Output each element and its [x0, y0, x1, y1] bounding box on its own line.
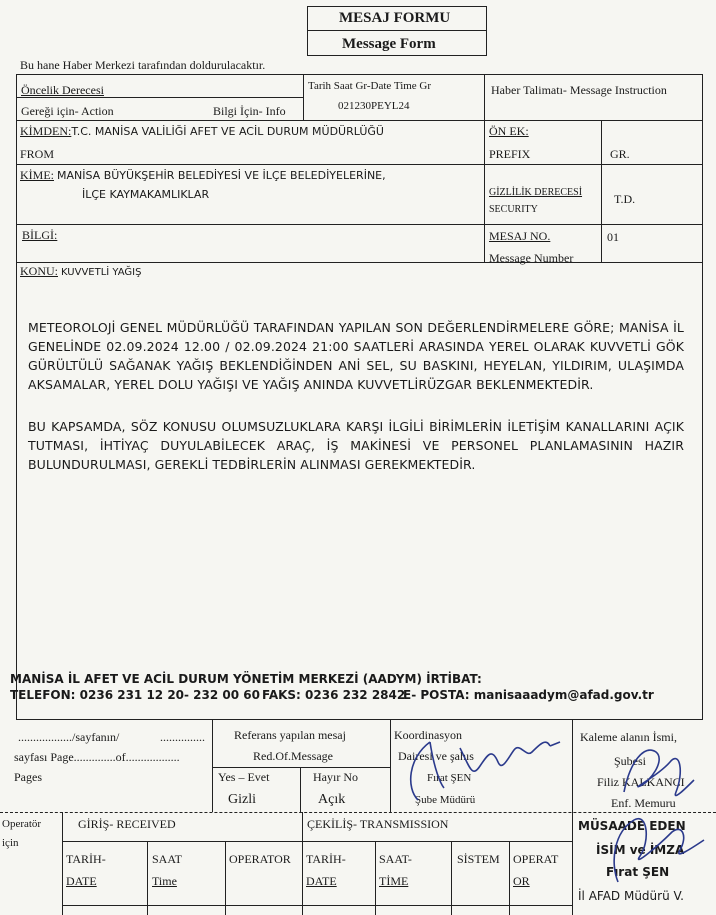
to-line2: İLÇE KAYMAKAMLIKLAR — [82, 188, 210, 201]
to-label: KİME: — [20, 168, 54, 182]
coordination-title: Şube Müdürü — [415, 794, 476, 806]
coordination-line1: Koordinasyon — [394, 728, 462, 742]
from-value: T.C. MANİSA VALİLİĞİ AFET VE ACİL DURUM MÜDÜRLÜĞÜ — [71, 125, 384, 138]
filled-by-note: Bu hane Haber Merkezi tarafından doldurulacaktır. — [20, 58, 266, 72]
pages-line2: sayfası Page..............of.................. — [14, 750, 180, 764]
received-time-en: Time — [152, 874, 177, 888]
contact-phone: TELEFON: 0236 231 12 20- 232 00 60 — [10, 688, 260, 702]
security-label: GİZLİLİK DERECESİ — [489, 187, 583, 198]
instruction-label: Haber Talimatı- Message Instruction — [491, 83, 667, 97]
transmission-operator-tr: OPERAT — [513, 852, 559, 866]
message-no-label: MESAJ NO. — [489, 229, 551, 243]
message-no-value: 01 — [607, 230, 619, 244]
datetime-label: Tarih Saat Gr-Date Time Gr — [308, 80, 432, 92]
received-date-en: DATE — [66, 874, 97, 888]
pages-line1b: ............... — [160, 730, 205, 744]
operator-label: Operatör için — [2, 818, 42, 849]
form-title-en: Message Form — [342, 36, 436, 52]
coordination-name: Fırat ŞEN — [427, 772, 472, 784]
coordination-signature — [400, 728, 570, 808]
from-row — [20, 125, 384, 137]
datetime-value: 021230PEYL24 — [338, 100, 410, 112]
body-paragraph-2: BU KAPSAMDA, SÖZ KONUSU OLUMSUZLUKLARA KARŞI İLGİLİ BİRİMLERİN İLETİŞİM KANALLARINI AÇIK TUTMASI, İHTİYAÇ DUYULABİLECEK ARAÇ, İŞ MAKİNESİ VE PERSONEL PLANLAMASININ HAZIR BULUNDURULMASI, GEREKLİ TEDBİRLERİN ALINMASI GEREKMEKTEDİR. — [28, 419, 684, 472]
approval-signature — [588, 812, 708, 892]
priority-action: Gereği için- Action — [21, 104, 114, 118]
transmission-date-en: DATE — [306, 874, 337, 888]
to-line1: MANİSA BÜYÜKŞEHİR BELEDİYESİ VE İLÇE BELEDİYELERİNE, — [57, 169, 386, 182]
info-label: BİLGİ: — [22, 228, 58, 242]
reference-label: Referans yapılan mesaj — [234, 728, 346, 742]
contact-title: MANİSA İL AFET VE ACİL DURUM YÖNETİM MERKEZİ (AADYM) İRTİBAT: — [10, 672, 482, 686]
to-row — [20, 169, 386, 181]
message-no-en: Message Number — [489, 251, 574, 265]
reference-en: Red.Of.Message — [253, 749, 333, 763]
priority-label: Öncelik Derecesi — [21, 83, 104, 97]
security-en: SECURITY — [489, 204, 538, 215]
subject-value: KUVVETLİ YAĞIŞ — [61, 267, 142, 278]
reference-no-value: Açık — [318, 792, 346, 807]
approval-name: Fırat ŞEN — [606, 865, 670, 879]
subject-row — [20, 265, 141, 278]
transmission-time-tr: SAAT- — [379, 852, 412, 866]
form-title-tr: MESAJ FORMU — [339, 10, 451, 26]
prefix-en: PREFIX — [489, 147, 531, 161]
prefix-value: GR. — [610, 147, 630, 161]
approval-label: MÜSAADE EDEN — [578, 819, 686, 833]
writer-label: Kaleme alanın İsmi, — [580, 730, 677, 744]
writer-signature — [610, 732, 700, 812]
received-label: GİRİŞ- RECEIVED — [78, 817, 176, 831]
coordination-line2: Dairesi ve şahıs — [398, 749, 474, 763]
approval-line2: İSİM ve İMZA — [596, 843, 685, 857]
received-operator: OPERATOR — [229, 852, 291, 866]
approval-title: İl AFAD Müdürü V. — [578, 889, 684, 903]
pages-line3: Pages — [14, 770, 42, 784]
contact-email: E- POSTA: manisaaadym@afad.gov.tr — [403, 688, 654, 702]
received-time-tr: SAAT — [152, 852, 183, 866]
from-label: KİMDEN: — [20, 124, 72, 138]
received-date-tr: TARİH- — [66, 852, 106, 866]
transmission-date-tr: TARİH- — [306, 852, 346, 866]
body-paragraph-1: METEOROLOJİ GENEL MÜDÜRLÜĞÜ TARAFINDAN YAPILAN SON DEĞERLENDİRMELERE GÖRE; MANİSA İL GENELİNDE 02.09.2024 12.00 / 02.09.2024 21:00 SAATLERİ ARASINDA YEREL OLARAK KUVVETLİ GÖK GÜRÜLTÜLÜ SAĞANAK YAĞIŞ BEKLENDİĞİNDEN ANİ SEL, SU BASKINI, HEYELAN, YILDIRIM, ULAŞIMDA AKSAMALAR, YEREL DOLU YAĞIŞI VE YAĞIŞ ANINDA KUVVETLİRÜZGAR BEKLENMEKTEDİR. — [28, 320, 684, 392]
security-value: T.D. — [614, 192, 636, 206]
priority-info: Bilgi İçin- Info — [213, 104, 286, 118]
transmission-label: ÇEKİLİŞ- TRANSMISSION — [307, 817, 449, 831]
from-en: FROM — [20, 147, 55, 161]
transmission-operator-en: OR — [513, 874, 530, 888]
transmission-time-en: TİME — [379, 874, 409, 888]
writer-name: Filiz KALKANCI — [597, 775, 685, 789]
contact-fax: FAKS: 0236 232 2842 — [262, 688, 406, 702]
reference-no: Hayır No — [313, 770, 358, 784]
writer-line2: Şubesi — [614, 754, 647, 768]
reference-yes-value: Gizli — [228, 792, 256, 807]
writer-title: Enf. Memuru — [611, 796, 676, 810]
subject-label: KONU: — [20, 264, 58, 278]
reference-yes: Yes – Evet — [218, 770, 270, 784]
prefix-label: ÖN EK: — [489, 124, 529, 138]
transmission-system: SİSTEM — [457, 852, 500, 866]
pages-line1a: ................../sayfanın/ — [18, 730, 120, 744]
